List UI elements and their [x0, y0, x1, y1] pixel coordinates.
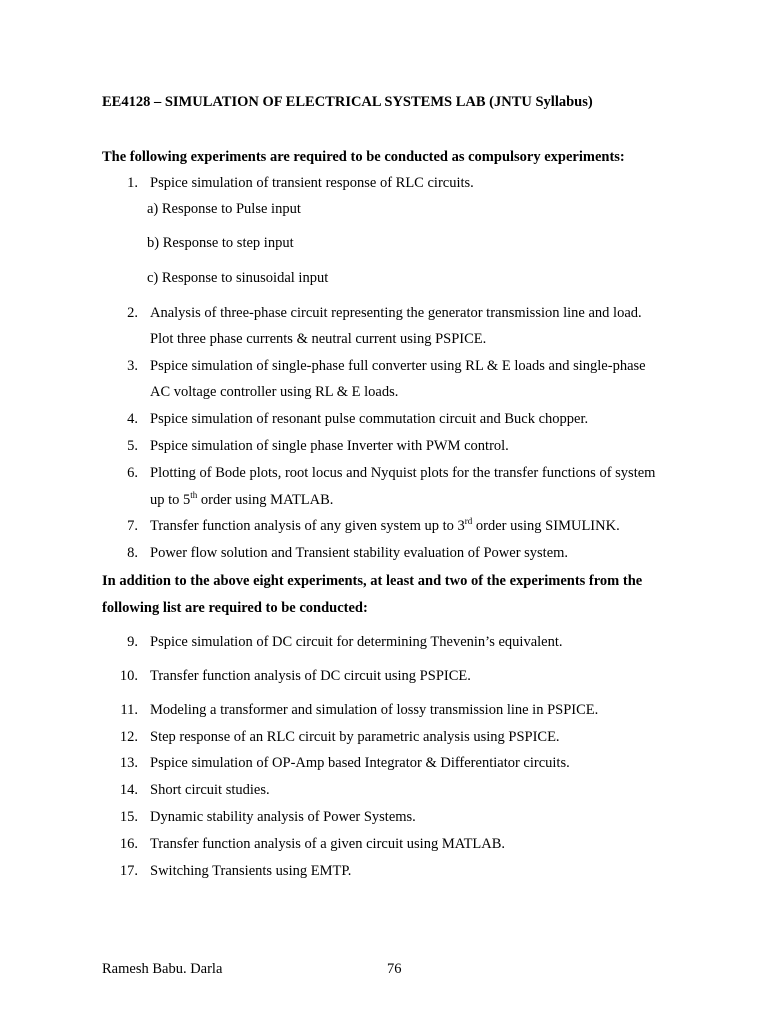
- item-text: Transfer function analysis of DC circuit using PSPICE.: [150, 668, 471, 684]
- item-text: Pspice simulation of DC circuit for determining Thevenin’s equivalent.: [150, 634, 563, 650]
- item-number: 14.: [119, 782, 138, 798]
- item-text: Power flow solution and Transient stability evaluation of Power system.: [150, 545, 569, 561]
- compulsory-heading: The following experiments are required to be conducted as compulsory experiments:: [102, 149, 625, 165]
- item-text-line1: Pspice simulation of single-phase full converter using RL & E loads and single-phase: [150, 358, 646, 374]
- item-number: 7.: [127, 518, 138, 534]
- item-text: Modeling a transformer and simulation of lossy transmission line in PSPICE.: [150, 702, 599, 718]
- item-number: 9.: [127, 634, 138, 650]
- item-number: 3.: [127, 358, 138, 374]
- item-number: 5.: [127, 438, 138, 454]
- item-number: 16.: [119, 836, 138, 852]
- item-text: Pspice simulation of OP-Amp based Integrator & Differentiator circuits.: [150, 755, 570, 771]
- item-number: 2.: [127, 305, 138, 321]
- item-text: Transfer function analysis of any given system up to 3rd order using SIMULINK.: [150, 516, 620, 534]
- item-text: Short circuit studies.: [150, 782, 270, 798]
- footer-author: Ramesh Babu. Darla: [102, 961, 223, 977]
- item-number: 13.: [119, 755, 138, 771]
- item-number: 6.: [127, 465, 138, 481]
- page-number: 76: [387, 961, 402, 977]
- document-title: EE4128 – SIMULATION OF ELECTRICAL SYSTEMS LAB (JNTU Syllabus): [102, 94, 593, 110]
- item-number: 10.: [119, 668, 138, 684]
- item-number: 12.: [119, 729, 138, 745]
- item-number: 4.: [127, 411, 138, 427]
- item-text: Pspice simulation of resonant pulse commutation circuit and Buck chopper.: [150, 411, 589, 427]
- additional-heading-line2: following list are required to be conducted:: [102, 600, 368, 616]
- item-text-line1: Plotting of Bode plots, root locus and Nyquist plots for the transfer functions of system: [150, 465, 656, 481]
- sub-item-a: a) Response to Pulse input: [147, 201, 301, 217]
- sub-item-b: b) Response to step input: [147, 235, 294, 251]
- item-text: Dynamic stability analysis of Power Systems.: [150, 809, 416, 825]
- item-text: Pspice simulation of single phase Inverter with PWM control.: [150, 438, 509, 454]
- item-text-line2: Plot three phase currents & neutral current using PSPICE.: [150, 331, 487, 347]
- item-text-line1: Analysis of three-phase circuit representing the generator transmission line and load.: [150, 305, 642, 321]
- sub-item-c: c) Response to sinusoidal input: [147, 270, 329, 286]
- additional-heading-line1: In addition to the above eight experiments, at least and two of the experiments from the: [102, 573, 643, 589]
- item-number: 1.: [127, 175, 138, 191]
- item-number: 8.: [127, 545, 138, 561]
- item-text: Transfer function analysis of a given circuit using MATLAB.: [150, 836, 506, 852]
- item-number: 15.: [119, 809, 138, 825]
- item-number: 11.: [120, 702, 138, 718]
- item-text-line2: up to 5th order using MATLAB.: [150, 490, 334, 508]
- item-text: Pspice simulation of transient response of RLC circuits.: [150, 175, 474, 191]
- item-text: Step response of an RLC circuit by parametric analysis using PSPICE.: [150, 729, 560, 745]
- item-text-line2: AC voltage controller using RL & E loads.: [150, 384, 399, 400]
- item-number: 17.: [119, 863, 138, 879]
- item-text: Switching Transients using EMTP.: [150, 863, 352, 879]
